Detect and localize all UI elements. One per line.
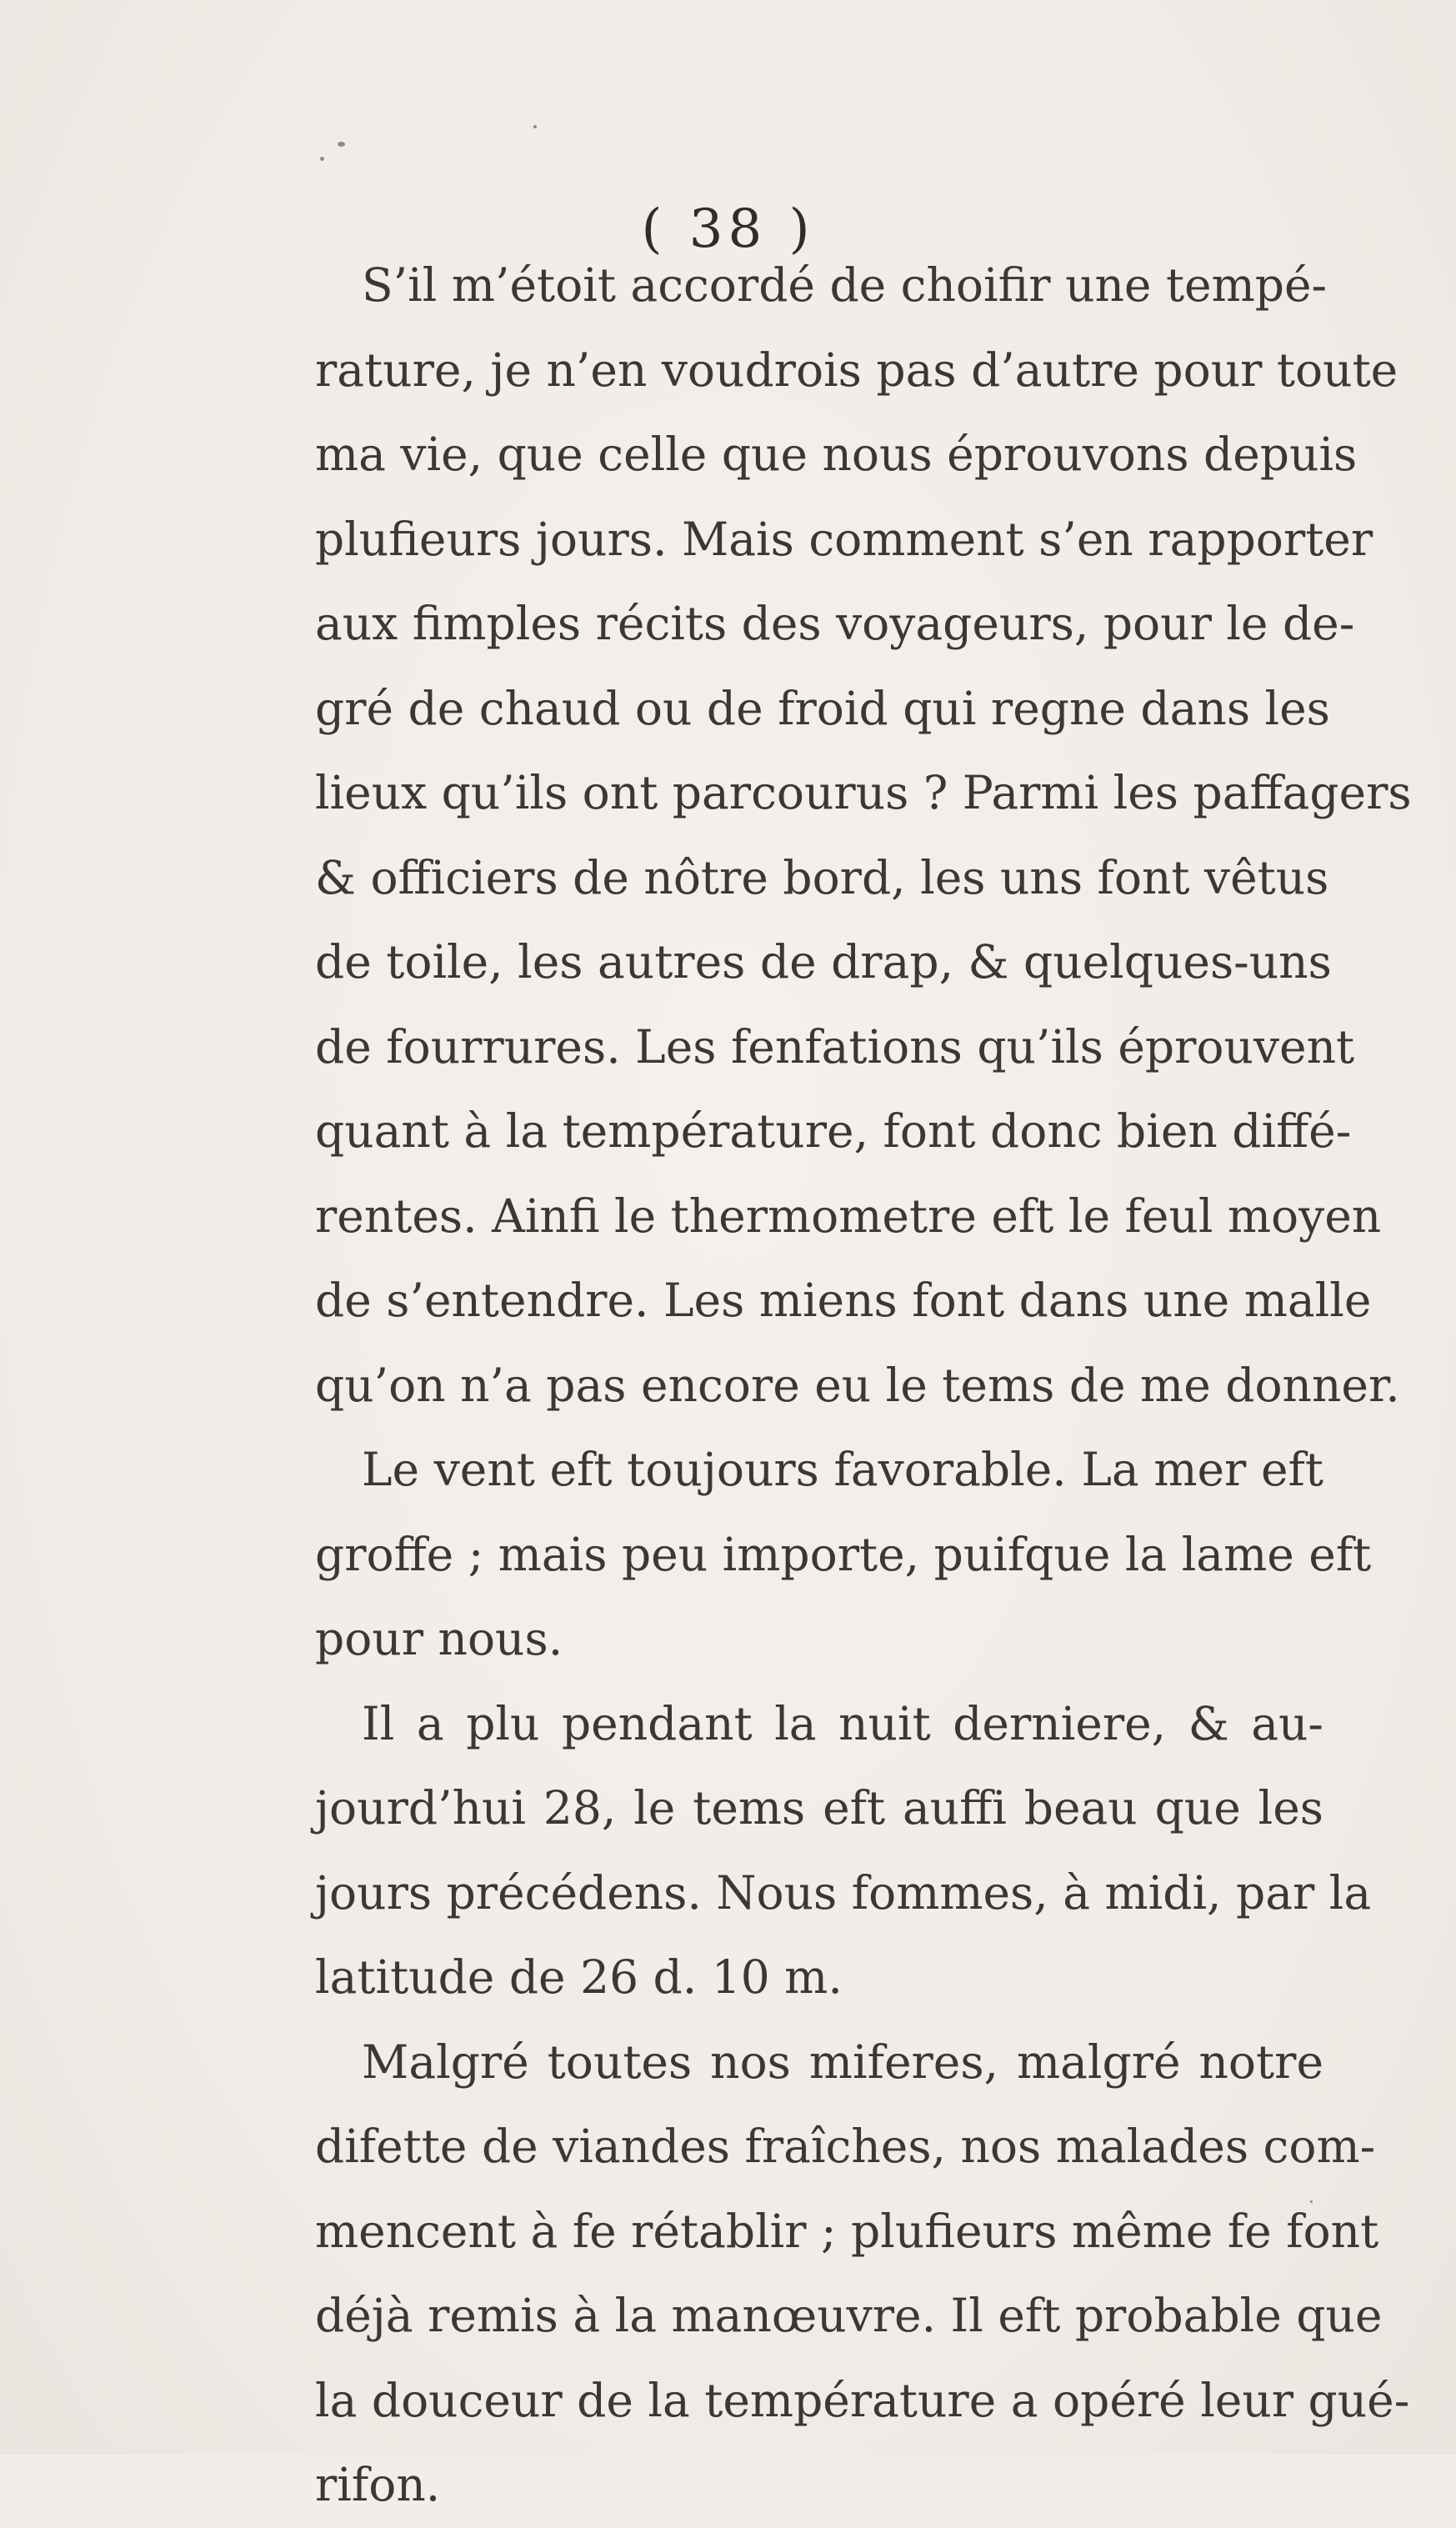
text-line: plufieurs jours. Mais comment s’en rapporter xyxy=(315,512,1373,566)
text-line: de fourrures. Les fenfations qu’ils éprouvent xyxy=(315,1019,1355,1074)
text-line: mencent à fe rétablir ; plufieurs même fe font xyxy=(315,2204,1379,2258)
text-line: de toile, les autres de drap, & quelques-uns xyxy=(315,935,1332,989)
body-text xyxy=(315,243,1412,2528)
page-number: ( 38 ) xyxy=(641,198,815,260)
text-line: lieux qu’ils ont parcourus ? Parmi les paffagers xyxy=(315,766,1412,819)
text-line: la douceur de la température a opéré leur gué- xyxy=(315,2373,1410,2427)
text-line: qu’on n’a pas encore eu le tems de me donner. xyxy=(315,1358,1400,1412)
paper-speck xyxy=(533,125,537,128)
text-line: de s’entendre. Les miens font dans une malle xyxy=(315,1274,1372,1327)
text-line: aux fimples récits des voyageurs, pour le de- xyxy=(315,597,1355,650)
paper-speck xyxy=(338,142,345,147)
text-line: groffe ; mais peu importe, puifque la lame eft xyxy=(315,1527,1372,1581)
text-line: Il a plu pendant la nuit derniere, & au- xyxy=(362,1696,1323,1750)
text-line: difette de viandes fraîches, nos malades com- xyxy=(315,2120,1376,2173)
text-line: Malgré toutes nos miferes, malgré notre xyxy=(362,2035,1323,2089)
text-line: jours précédens. Nous fommes, à midi, par la xyxy=(315,1865,1372,1920)
text-line: ma vie, que celle que nous éprouvons depuis xyxy=(315,428,1358,481)
text-line: pour nous. xyxy=(315,1612,563,1665)
text-line: gré de chaud ou de froid qui regne dans les xyxy=(315,681,1330,735)
text-line: Le vent eft toujours favorable. La mer eft xyxy=(362,1443,1323,1496)
text-line: & officiers de nôtre bord, les uns font vêtus xyxy=(315,850,1329,904)
text-line: quant à la température, font donc bien diffé- xyxy=(315,1104,1352,1158)
text-line: rature, je n’en voudrois pas d’autre pour toute xyxy=(315,343,1398,397)
paper-speck xyxy=(320,157,324,161)
text-line: jourd’hui 28, le tems eft auffi beau que les xyxy=(315,1781,1323,1835)
text-line: rentes. Ainfi le thermometre eft le feul moyen xyxy=(315,1189,1382,1243)
text-line: latitude de 26 d. 10 m. xyxy=(315,1950,843,2004)
text-line: S’il m’étoit accordé de choifir une tempé- xyxy=(362,258,1328,312)
text-line: déjà remis à la manœuvre. Il eft probable que xyxy=(315,2289,1383,2342)
text-line: rifon. xyxy=(315,2458,441,2511)
